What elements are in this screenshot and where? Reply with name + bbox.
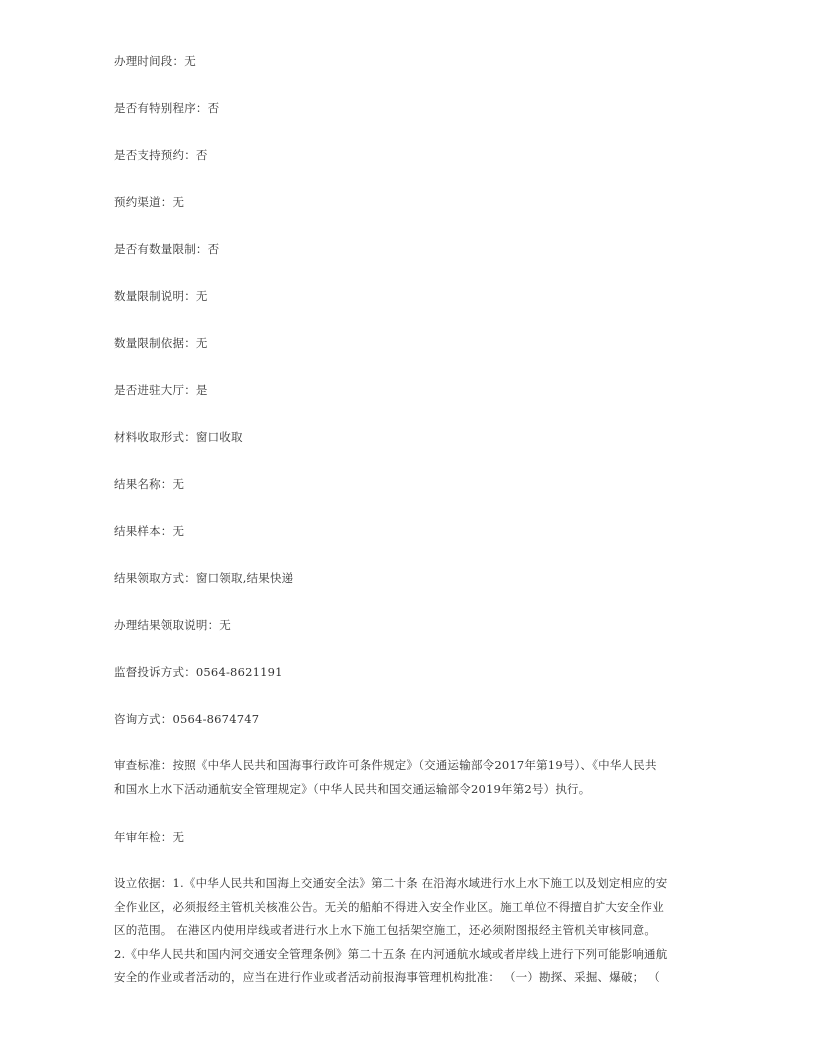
review-standard-paragraph [114,754,694,801]
legal-basis-line: 区的范围。 在港区内使用岸线或者进行水上水下施工包括架空施工，还必须附图报经主管机关审核同意。 [114,923,657,937]
legal-basis-line: 全作业区，必须报经主管机关核准公告。无关的船舶不得进入安全作业区。施工单位不得擅自扩大安全作业 [114,899,664,914]
field-service-time: 办理时间段：无 [114,54,196,68]
field-appointment-channel: 预约渠道：无 [114,195,185,209]
field-material-collection: 材料收取形式：窗口收取 [114,430,243,444]
field-hall-presence: 是否进驻大厅：是 [114,383,208,397]
review-standard-line: 审查标准：按照《中华人民共和国海事行政许可条件规定》（交通运输部令2017年第19号）、《中华人民共 [114,758,657,772]
legal-basis-line: 设立依据：1.《中华人民共和国海上交通安全法》第二十条 在沿海水域进行水上水下施工以及划定相应的安 [114,876,668,890]
field-quantity-limit-note: 数量限制说明：无 [114,289,208,303]
field-appointment-support: 是否支持预约：否 [114,148,208,162]
field-quantity-limit-basis: 数量限制依据：无 [114,336,208,350]
field-special-procedure: 是否有特别程序：否 [114,101,220,115]
legal-basis-line: 安全的作业或者活动的，应当在进行作业或者活动前报海事管理机构批准： （一）勘探、采掘、爆破； （ [114,970,660,984]
field-consult-phone: 咨询方式：0564-8674747 [114,712,260,726]
field-quantity-limit: 是否有数量限制：否 [114,242,220,256]
review-standard-line: 和国水上水下活动通航安全管理规定》（中华人民共和国交通运输部令2019年第2号）执行。 [114,781,591,796]
field-annual-review: 年审年检：无 [114,830,185,844]
legal-basis-paragraph [114,872,694,990]
field-complaint-phone: 监督投诉方式：0564-8621191 [114,665,283,679]
field-result-pickup-method: 结果领取方式：窗口领取,结果快递 [114,571,294,585]
field-result-sample: 结果样本：无 [114,524,185,538]
field-result-name: 结果名称：无 [114,477,185,491]
field-result-pickup-note: 办理结果领取说明：无 [114,618,231,632]
legal-basis-line: 2.《中华人民共和国内河交通安全管理条例》第二十五条 在内河通航水域或者岸线上进行下列可能影响通航 [114,946,668,961]
